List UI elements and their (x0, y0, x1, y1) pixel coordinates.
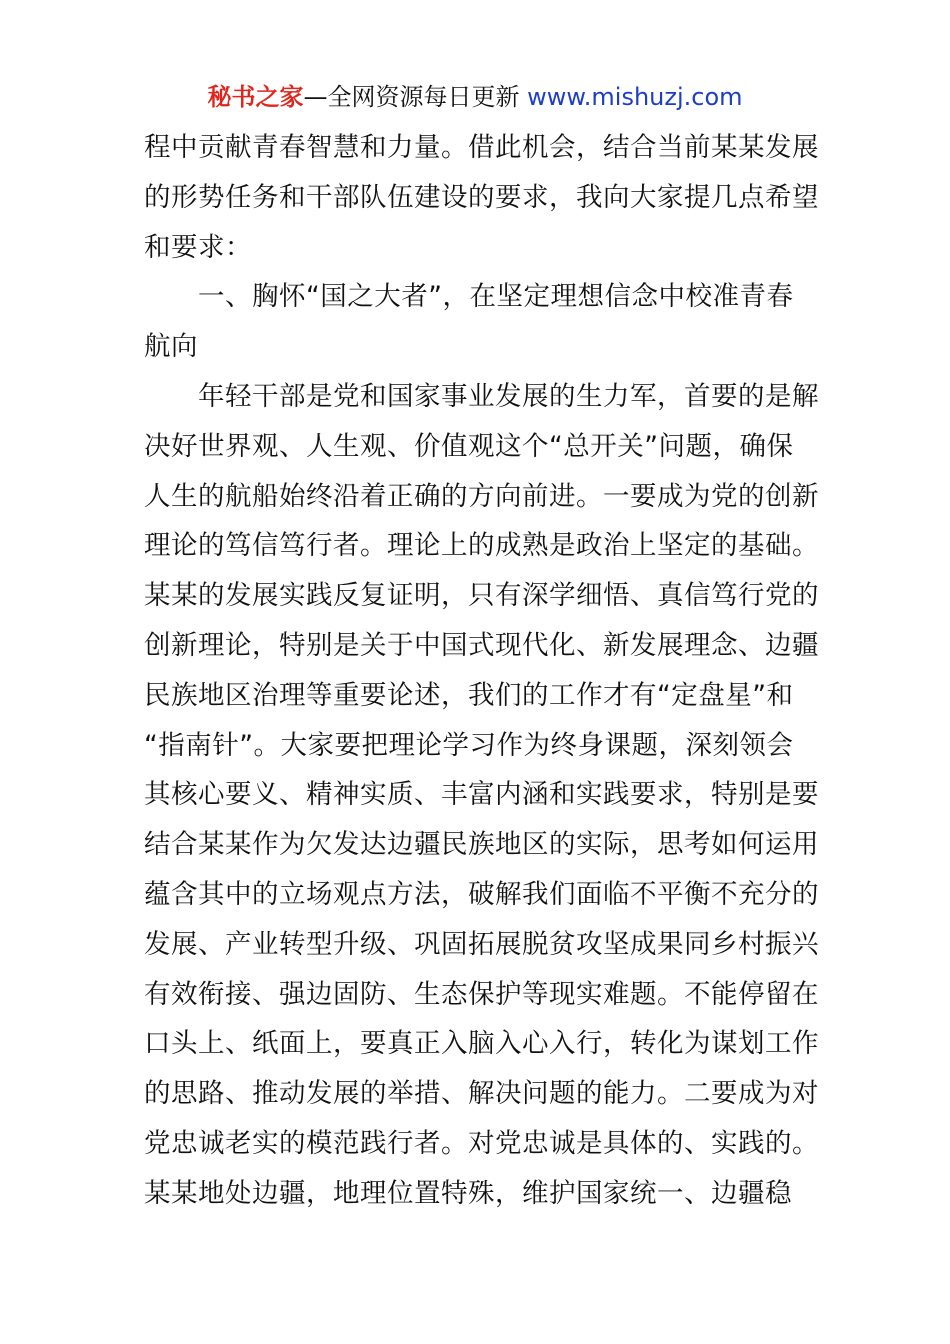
text-line: 程中贡献青春智慧和力量。借此机会，结合当前某某发展 (144, 132, 819, 163)
site-url-link[interactable]: www.mishuzj.com (527, 83, 743, 111)
text-line: 发展、产业转型升级、巩固拓展脱贫攻坚成果同乡村振兴 (144, 928, 819, 960)
text-line: 党忠诚老实的模范践行者。对党忠诚是具体的、实践的。 (144, 1127, 819, 1159)
section-heading-line: 航向 (144, 331, 198, 363)
text-line: 某某地处边疆，地理位置特殊，维护国家统一、边疆稳 (144, 1177, 792, 1209)
text-line: 有效衔接、强边固防、生态保护等现实难题。不能停留在 (144, 978, 819, 1010)
site-brand: 秘书之家 (207, 83, 304, 111)
text-line: 其核心要义、精神实质、丰富内涵和实践要求，特别是要 (144, 779, 819, 811)
text-line: 民族地区治理等重要论述，我们的工作才有“定盘星”和 (144, 679, 794, 711)
text-line: “指南针”。大家要把理论学习作为终身课题，深刻领会 (144, 729, 794, 761)
text-line: 理论的笃信笃行者。理论上的成熟是政治上坚定的基础。 (144, 530, 819, 562)
text-line: 决好世界观、人生观、价值观这个“总开关”问题，确保 (144, 430, 794, 462)
text-line: 和要求： (144, 231, 252, 263)
text-line: 的思路、推动发展的举措、解决问题的能力。二要成为对 (144, 1078, 819, 1110)
site-header (0, 80, 950, 114)
text-line: 结合某某作为欠发达边疆民族地区的实际，思考如何运用 (144, 829, 819, 861)
site-tagline: —全网资源每日更新 (303, 83, 528, 111)
text-line: 某某的发展实践反复证明，只有深学细悟、真信笃行党的 (144, 580, 819, 612)
text-line: 的形势任务和干部队伍建设的要求，我向大家提几点希望 (144, 181, 819, 213)
text-line: 创新理论，特别是关于中国式现代化、新发展理念、边疆 (144, 629, 819, 661)
document-body (144, 123, 819, 1219)
text-line: 年轻干部是党和国家事业发展的生力军，首要的是解 (144, 380, 819, 412)
text-line: 口头上、纸面上，要真正入脑入心入行，转化为谋划工作 (144, 1028, 819, 1060)
text-line: 蕴含其中的立场观点方法，破解我们面临不平衡不充分的 (144, 878, 819, 910)
section-heading-line: 一、胸怀“国之大者”，在坚定理想信念中校准青春 (144, 281, 794, 313)
text-line: 人生的航船始终沿着正确的方向前进。一要成为党的创新 (144, 480, 819, 512)
